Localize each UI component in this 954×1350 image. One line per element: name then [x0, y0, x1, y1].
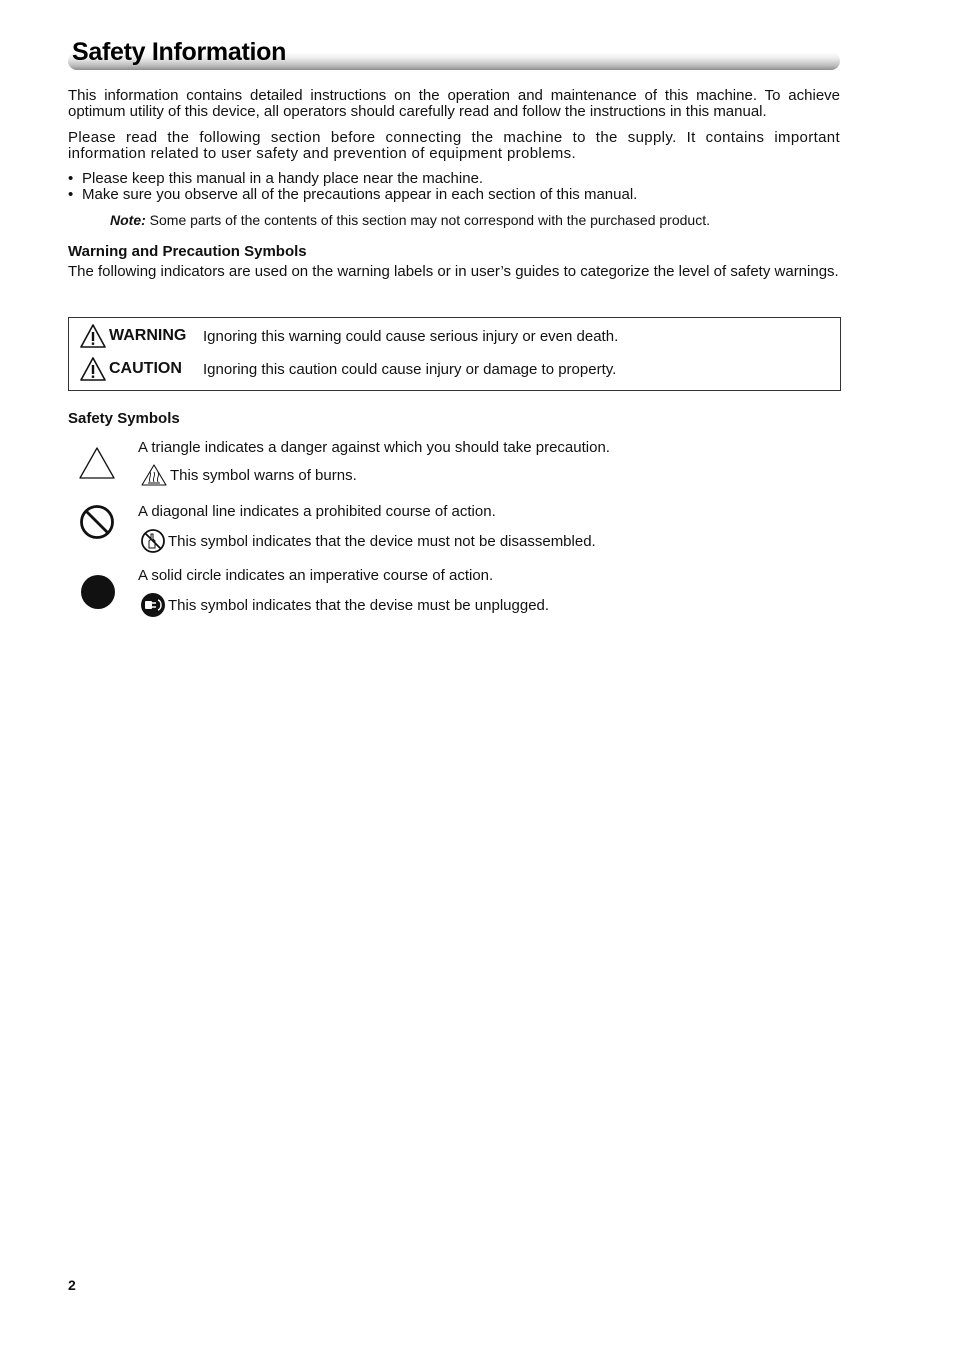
solid-circle-description: A solid circle indicates an imperative course of action. [138, 567, 494, 584]
unplug-text: This symbol indicates that the devise must be unplugged. [168, 596, 550, 614]
warning-section-heading: Warning and Precaution Symbols [68, 243, 307, 260]
no-disassembly-text: This symbol indicates that the device must not be disassembled. [168, 532, 596, 550]
caution-triangle-icon [79, 356, 107, 382]
page-title: Safety Information [72, 38, 287, 66]
unplug-row [140, 592, 549, 618]
note-text: Some parts of the contents of this section may not correspond with the purchased product. [149, 212, 710, 228]
bullet-text: Please keep this manual in a handy place near the machine. [82, 170, 484, 187]
warning-section-description: The following indicators are used on the warning labels or in user’s guides to categorize the level of safety warnings. [68, 263, 839, 280]
intro-bullet-list [68, 171, 840, 203]
triangle-icon [78, 446, 116, 480]
unplug-icon [140, 592, 166, 618]
safety-symbols-heading: Safety Symbols [68, 410, 180, 427]
list-item: • Make sure you observe all of the precautions appear in each section of this manual. [68, 186, 638, 203]
warning-row [79, 323, 618, 349]
burn-warning-icon [140, 463, 168, 487]
note [110, 212, 710, 228]
note-label: Note: [110, 212, 146, 228]
warning-label: WARNING [109, 327, 187, 344]
warning-triangle-icon [79, 323, 107, 349]
prohibited-icon [79, 504, 115, 540]
prohibited-description: A diagonal line indicates a prohibited course of action. [138, 503, 496, 520]
caution-row [79, 356, 616, 382]
burn-warning-text: This symbol warns of burns. [170, 466, 357, 484]
caution-text: Ignoring this caution could cause injury or damage to property. [203, 360, 617, 378]
indicator-box [68, 317, 841, 391]
no-disassembly-icon [140, 528, 166, 554]
page-number: 2 [68, 1277, 76, 1293]
burn-warning-row [140, 463, 357, 487]
bullet-text: Make sure you observe all of the precautions appear in each section of this manual. [82, 186, 638, 203]
solid-circle-icon [80, 574, 116, 610]
list-item: • Please keep this manual in a handy place near the machine. [68, 170, 484, 187]
caution-label: CAUTION [109, 360, 182, 377]
triangle-description: A triangle indicates a danger against which you should take precaution. [138, 439, 610, 456]
no-disassembly-row [140, 528, 596, 554]
warning-text: Ignoring this warning could cause serious injury or even death. [203, 327, 619, 345]
intro-paragraph-1: This information contains detailed instructions on the operation and maintenance of this machine. To achieve optimum utility of this device, all operators should carefully read and follow the instructions in this manual. [68, 87, 840, 120]
intro-paragraph-2: Please read the following section before connecting the machine to the supply. It contains important information related to user safety and prevention of equipment problems. [68, 129, 840, 162]
